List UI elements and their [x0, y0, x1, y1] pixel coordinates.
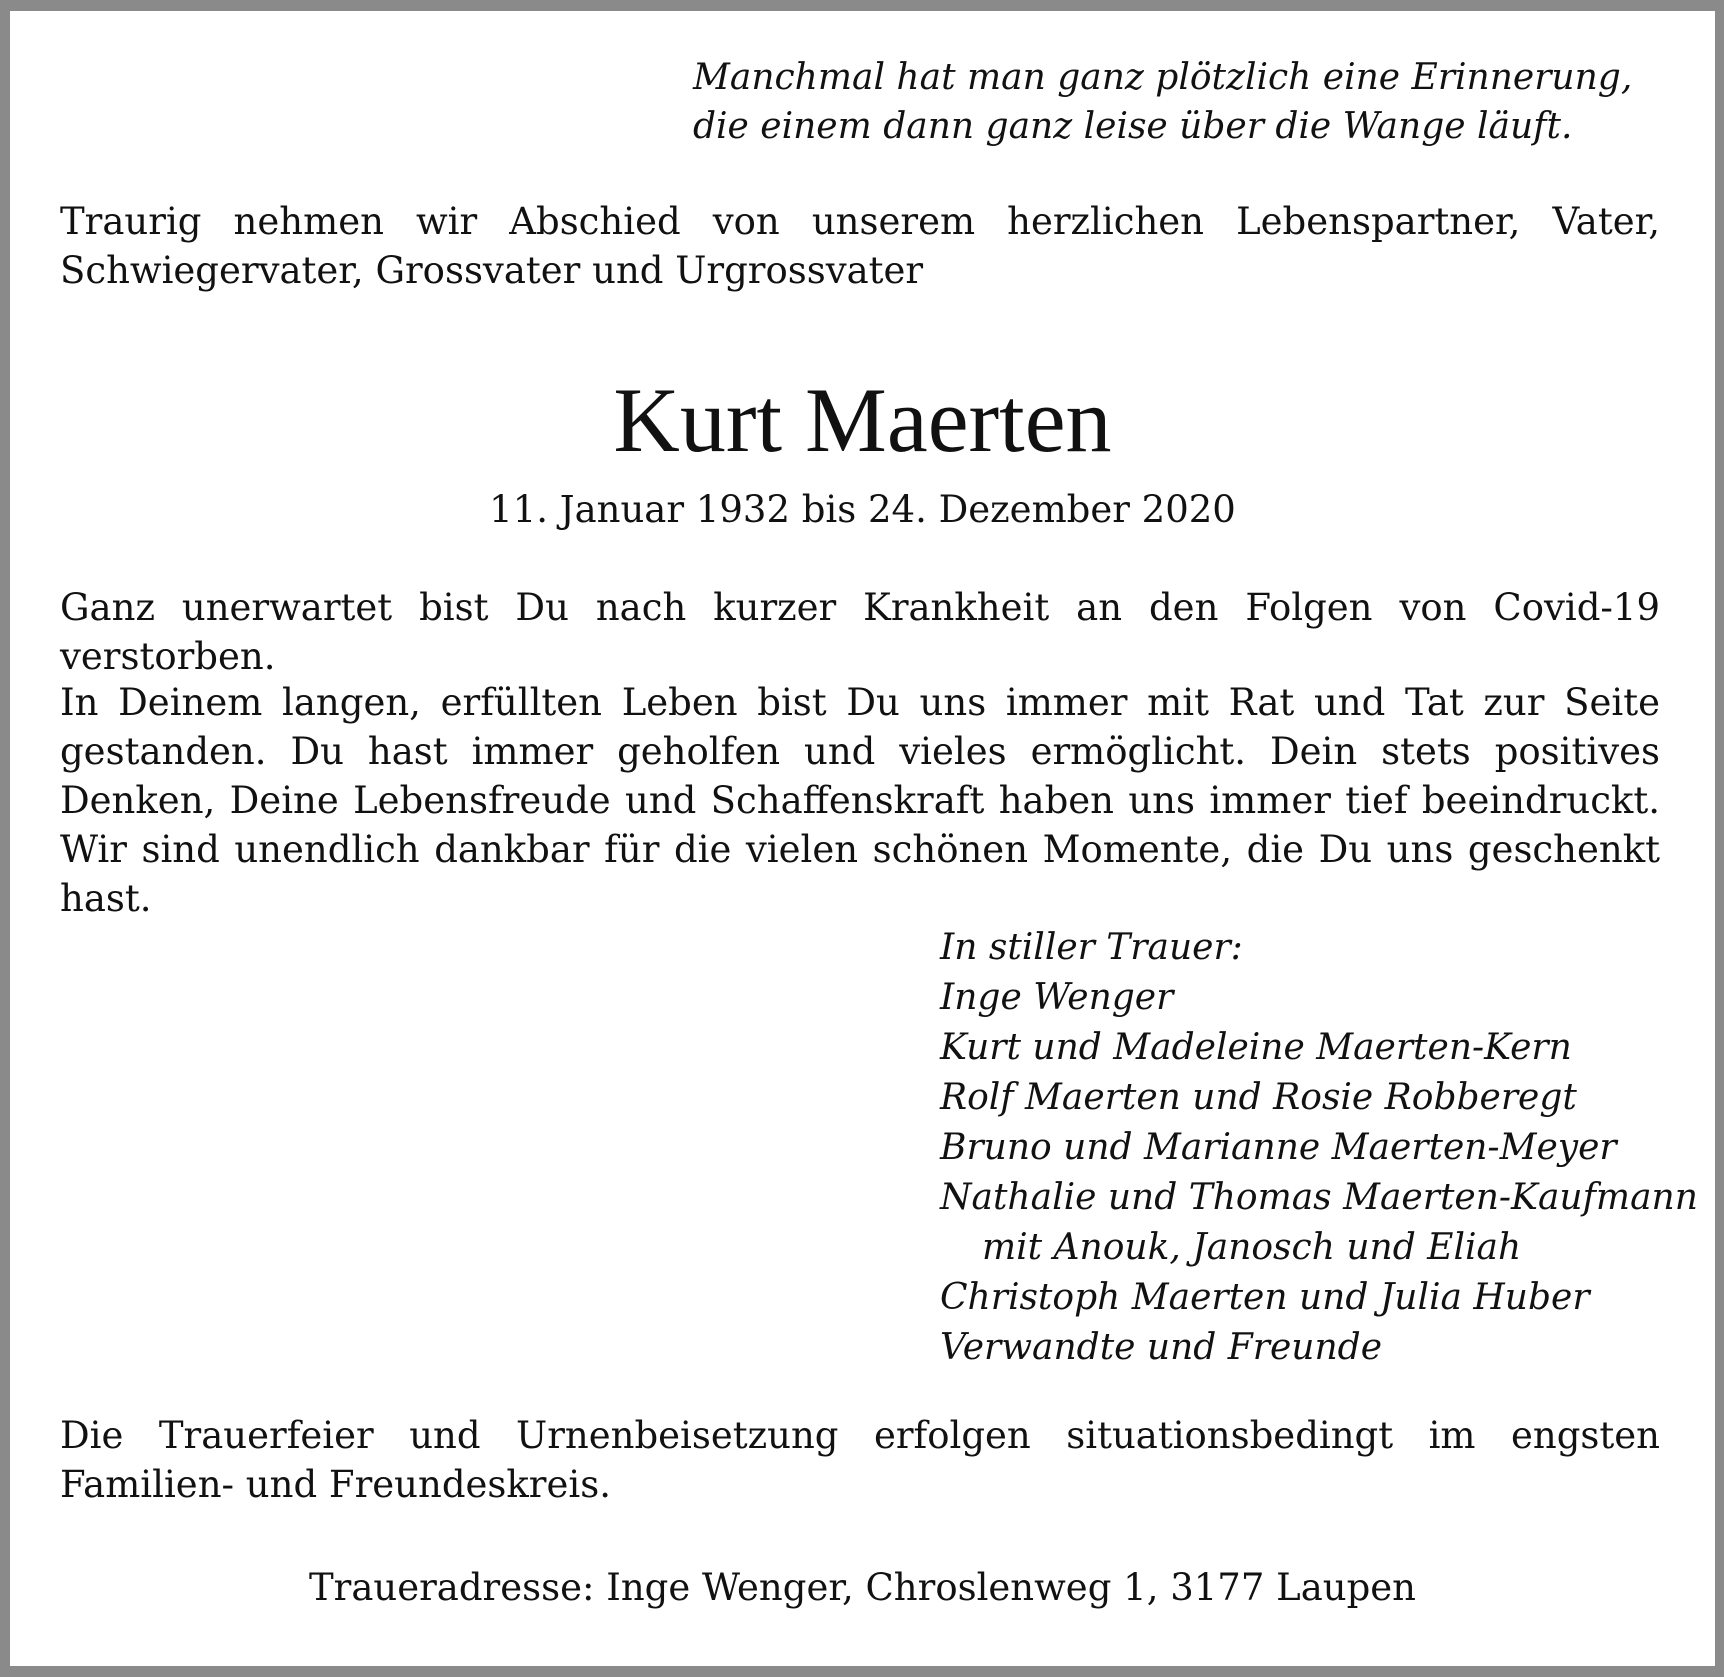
mourner-name: mit Anouk, Janosch und Eliah	[982, 1227, 1522, 1268]
mourners-list	[940, 923, 1698, 1373]
mourner-name: Bruno und Marianne Maerten-Meyer	[940, 1127, 1617, 1168]
mourning-address: Traueradresse: Inge Wenger, Chroslenweg 1, 3177 Laupen	[308, 1566, 1417, 1609]
life-dates: 11. Januar 1932 bis 24. Dezember 2020	[489, 488, 1236, 531]
mourner-name: Verwandte und Freunde	[940, 1327, 1383, 1368]
mourner-name: Inge Wenger	[940, 977, 1174, 1018]
mourner-name: Christoph Maerten und Julia Huber	[940, 1277, 1590, 1318]
mourners-heading: In stiller Trauer:	[940, 927, 1243, 968]
quote-line: die einem dann ganz leise über die Wange läuft.	[693, 106, 1573, 147]
mourner-name: Kurt und Madeleine Maerten-Kern	[940, 1027, 1572, 1068]
opening-quote	[693, 53, 1632, 151]
mourner-name: Rolf Maerten und Rosie Robberegt	[940, 1077, 1577, 1118]
ceremony-text: Die Trauerfeier und Urnenbeisetzung erfolgen situationsbedingt im engsten Familien- und Freundeskreis.	[60, 1414, 1660, 1506]
obituary-notice	[10, 11, 1715, 1666]
cause-text: Ganz unerwartet bist Du nach kurzer Krankheit an den Folgen von Covid-19 verstorben.	[60, 586, 1660, 678]
deceased-name: Kurt Maerten	[613, 369, 1112, 471]
quote-line: Manchmal hat man ganz plötzlich eine Erinnerung,	[693, 57, 1633, 98]
mourner-name: Nathalie und Thomas Maerten-Kaufmann	[940, 1177, 1698, 1218]
intro-text: Traurig nehmen wir Abschied von unserem herzlichen Lebenspartner, Vater, Schwiegervater, Grossvater und Urgrossvater	[60, 200, 1660, 292]
tribute-text: In Deinem langen, erfüllten Leben bist Du uns immer mit Rat und Tat zur Seite gestanden. Du hast immer geholfen und vieles ermöglicht. Dein stets positives Denken, Deine Lebensfreude und Schaffenskraft haben uns immer tief beeindruckt. Wir sind unendlich dankbar für die vielen schönen Momente, die Du uns geschenkt hast.	[60, 681, 1660, 920]
